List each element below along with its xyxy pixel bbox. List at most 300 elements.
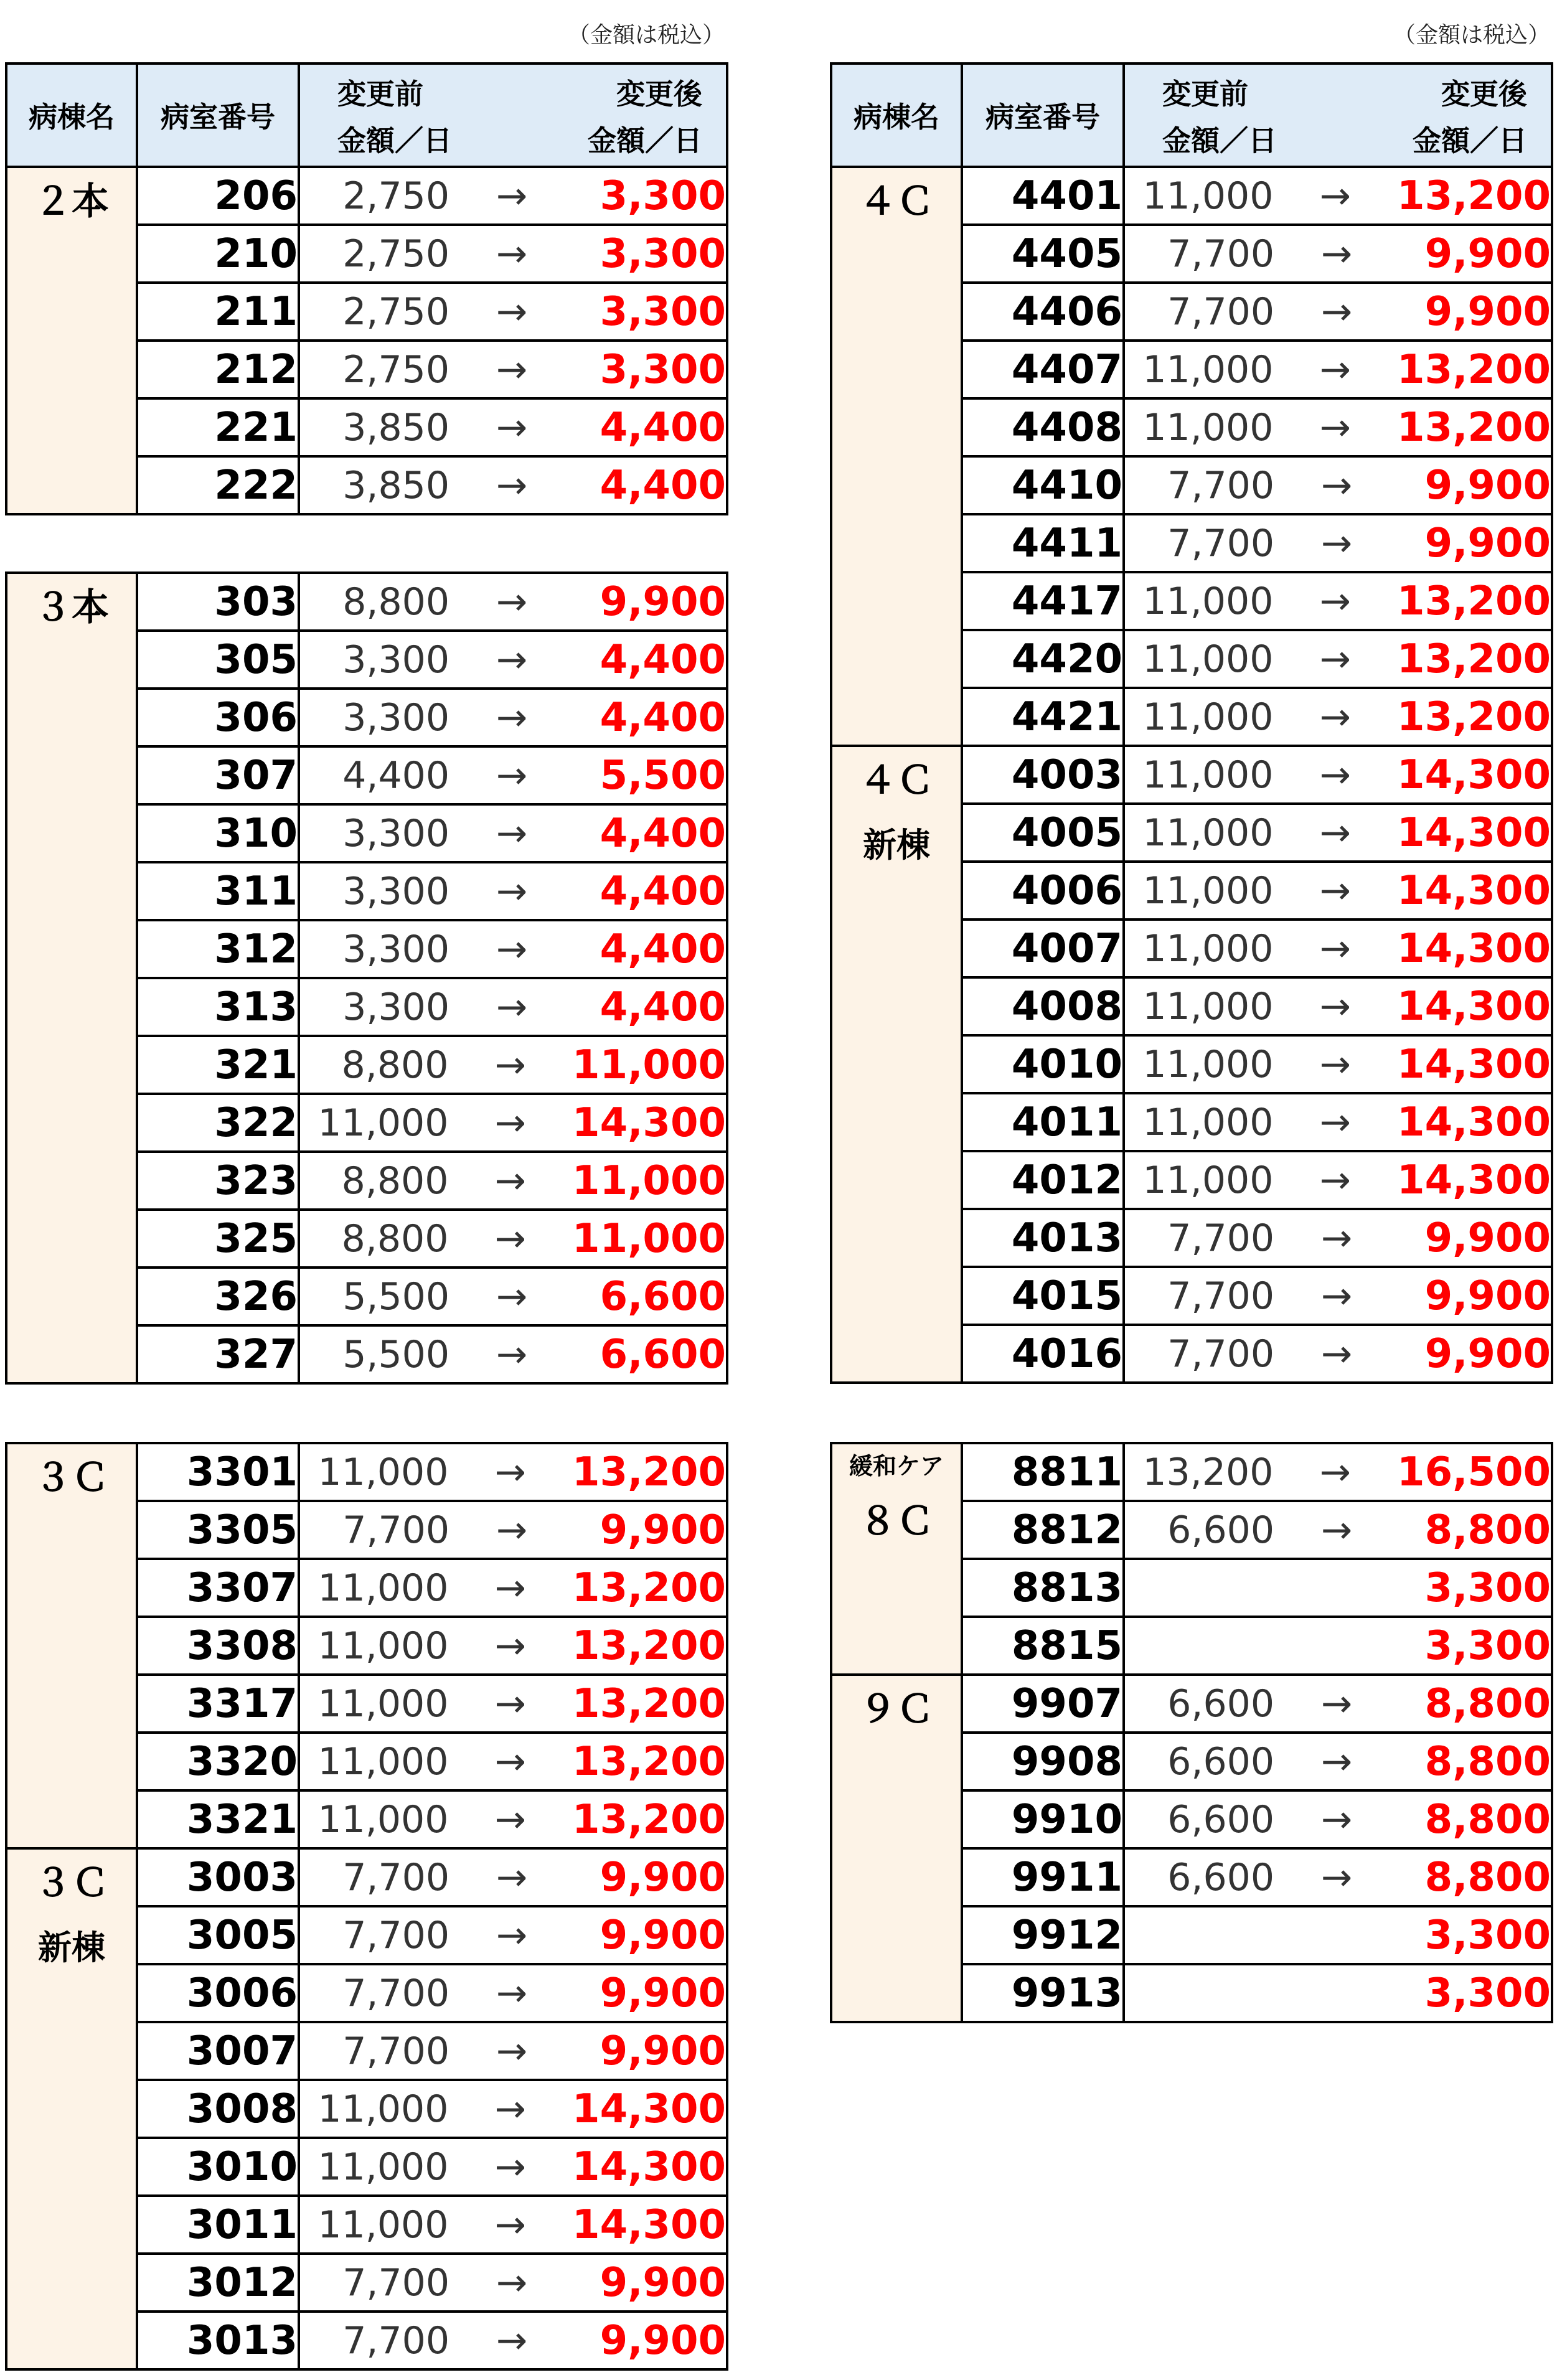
arrow-icon: → bbox=[1319, 1100, 1351, 1144]
room-number: 211 bbox=[137, 283, 299, 341]
room-number: 306 bbox=[137, 689, 299, 746]
price-cell bbox=[299, 456, 727, 514]
arrow-icon: → bbox=[1320, 1739, 1353, 1784]
price-cell bbox=[299, 978, 727, 1036]
price-after: 14,300 bbox=[1397, 809, 1551, 856]
table-row bbox=[831, 167, 1552, 225]
room-number: 327 bbox=[137, 1325, 299, 1383]
price-cell bbox=[299, 1210, 727, 1268]
price-after: 9,900 bbox=[1424, 520, 1551, 567]
price-after: 9,900 bbox=[600, 2259, 726, 2306]
price-cell bbox=[299, 1325, 727, 1383]
price-after: 16,500 bbox=[1397, 1449, 1551, 1495]
arrow-icon: → bbox=[1320, 1274, 1353, 1318]
price-cell bbox=[299, 2138, 727, 2196]
price-after: 3,300 bbox=[1424, 1912, 1551, 1959]
arrow-icon: → bbox=[494, 1101, 526, 1145]
price-cell bbox=[1124, 514, 1552, 572]
room-number: 312 bbox=[137, 920, 299, 978]
arrow-icon: → bbox=[1320, 1216, 1353, 1260]
price-cell bbox=[299, 2022, 727, 2080]
price-before: 11,000 bbox=[1142, 868, 1274, 913]
price-table-4c bbox=[830, 62, 1553, 1384]
arrow-icon: → bbox=[494, 1159, 526, 1203]
arrow-icon: → bbox=[1319, 984, 1351, 1028]
price-cell bbox=[299, 1790, 727, 1848]
price-before: 6,600 bbox=[1167, 1797, 1274, 1841]
price-after: 9,900 bbox=[600, 1854, 726, 1901]
table-row bbox=[831, 1443, 1552, 1501]
room-number: 4016 bbox=[962, 1325, 1124, 1383]
price-after: 8,800 bbox=[1424, 1680, 1551, 1727]
price-cell bbox=[1124, 1267, 1552, 1325]
room-number: 4417 bbox=[962, 572, 1124, 630]
price-before: 11,000 bbox=[318, 1566, 449, 1610]
room-number: 4006 bbox=[962, 862, 1124, 920]
room-number: 307 bbox=[137, 746, 299, 804]
arrow-icon: → bbox=[494, 2087, 526, 2131]
price-cell bbox=[299, 398, 727, 456]
price-after: 11,000 bbox=[572, 1157, 726, 1204]
arrow-icon: → bbox=[496, 289, 528, 334]
price-before: 11,000 bbox=[1142, 405, 1274, 449]
price-before: 3,300 bbox=[342, 927, 449, 971]
price-after: 13,200 bbox=[572, 1680, 726, 1727]
room-number: 3010 bbox=[137, 2138, 299, 2196]
arrow-icon: → bbox=[494, 1682, 526, 1726]
arrow-icon: → bbox=[496, 811, 528, 855]
price-cell bbox=[299, 2254, 727, 2312]
price-after: 4,400 bbox=[600, 810, 726, 857]
price-before: 11,000 bbox=[318, 1797, 449, 1841]
price-cell bbox=[1124, 1151, 1552, 1209]
price-cell bbox=[299, 1559, 727, 1617]
arrow-icon: → bbox=[1320, 1855, 1353, 1899]
price-after: 14,300 bbox=[572, 1099, 726, 1146]
arrow-icon: → bbox=[496, 463, 528, 507]
header-after-unit: 金額／日 bbox=[1413, 123, 1527, 158]
header-after-unit: 金額／日 bbox=[588, 123, 702, 158]
ward-name: ４Ｃ bbox=[859, 759, 934, 802]
arrow-icon: → bbox=[494, 1797, 526, 1841]
room-number: 3005 bbox=[137, 1906, 299, 1964]
room-number: 8815 bbox=[962, 1617, 1124, 1675]
header-ward: 病棟名 bbox=[831, 63, 962, 167]
price-after: 13,200 bbox=[1397, 346, 1551, 393]
price-before: 6,600 bbox=[1167, 1508, 1274, 1552]
arrow-icon: → bbox=[494, 2145, 526, 2189]
arrow-icon: → bbox=[1319, 405, 1351, 449]
table-row bbox=[831, 746, 1552, 804]
price-after: 9,900 bbox=[600, 578, 726, 625]
room-number: 313 bbox=[137, 978, 299, 1036]
price-after: 14,300 bbox=[1397, 983, 1551, 1030]
header-before-label: 変更前 bbox=[1162, 77, 1248, 111]
arrow-icon: → bbox=[494, 1566, 526, 1610]
room-number: 4401 bbox=[962, 167, 1124, 225]
price-before: 7,700 bbox=[342, 2318, 449, 2363]
price-before: 3,300 bbox=[342, 985, 449, 1029]
arrow-icon: → bbox=[496, 637, 528, 682]
price-before: 11,000 bbox=[318, 1624, 449, 1668]
price-cell bbox=[1124, 1675, 1552, 1733]
ward-name-cell bbox=[831, 746, 962, 1383]
arrow-icon: → bbox=[496, 1332, 528, 1376]
arrow-icon: → bbox=[1319, 926, 1351, 971]
price-before: 7,700 bbox=[1167, 289, 1274, 334]
ward-name-cell bbox=[831, 1675, 962, 2022]
room-number: 3305 bbox=[137, 1501, 299, 1559]
arrow-icon: → bbox=[496, 2318, 528, 2363]
room-number: 9908 bbox=[962, 1733, 1124, 1790]
price-after: 14,300 bbox=[1397, 1099, 1551, 1145]
room-number: 3003 bbox=[137, 1848, 299, 1906]
price-before: 11,000 bbox=[318, 1739, 449, 1784]
price-after: 4,400 bbox=[600, 984, 726, 1030]
arrow-icon: → bbox=[494, 1216, 526, 1261]
ward-sub: 新棟 bbox=[38, 1928, 105, 1967]
tax-note-right: （金額は税込） bbox=[1393, 22, 1551, 48]
price-after: 13,200 bbox=[1397, 172, 1551, 219]
price-before: 7,700 bbox=[1167, 232, 1274, 276]
price-before: 6,600 bbox=[1167, 1739, 1274, 1784]
price-after: 9,900 bbox=[1424, 230, 1551, 277]
price-after: 13,200 bbox=[572, 1738, 726, 1785]
room-number: 310 bbox=[137, 804, 299, 862]
room-number: 3320 bbox=[137, 1733, 299, 1790]
room-number: 305 bbox=[137, 631, 299, 689]
arrow-icon: → bbox=[496, 985, 528, 1029]
room-number: 4410 bbox=[962, 456, 1124, 514]
ward-name: ９Ｃ bbox=[859, 1688, 934, 1731]
price-before: 7,700 bbox=[342, 1855, 449, 1899]
price-cell bbox=[1124, 1035, 1552, 1093]
price-before: 7,700 bbox=[1167, 1216, 1274, 1260]
price-before: 6,600 bbox=[1167, 1855, 1274, 1899]
table-row bbox=[6, 1848, 727, 1906]
price-after: 3,300 bbox=[1424, 1970, 1551, 2016]
price-after: 6,600 bbox=[600, 1331, 726, 1378]
ward-name-cell bbox=[6, 1848, 137, 2369]
price-after: 9,900 bbox=[600, 2317, 726, 2364]
header-amount bbox=[299, 63, 727, 167]
price-before: 11,000 bbox=[1142, 695, 1274, 739]
room-number: 4408 bbox=[962, 398, 1124, 456]
table-row bbox=[6, 167, 727, 225]
arrow-icon: → bbox=[496, 347, 528, 392]
price-cell bbox=[299, 1848, 727, 1906]
price-cell bbox=[299, 1675, 727, 1733]
ward-name: ３Ｃ bbox=[34, 1456, 109, 1500]
ward-sub: 新棟 bbox=[863, 825, 930, 865]
price-after: 11,000 bbox=[572, 1042, 726, 1088]
price-cell bbox=[299, 2312, 727, 2369]
price-before: 8,800 bbox=[341, 1159, 449, 1203]
price-after: 14,300 bbox=[572, 2086, 726, 2132]
price-cell bbox=[299, 631, 727, 689]
room-number: 325 bbox=[137, 1210, 299, 1268]
price-after: 9,900 bbox=[1424, 1272, 1551, 1319]
price-after: 4,400 bbox=[600, 694, 726, 741]
price-cell bbox=[1124, 1848, 1552, 1906]
ward-name-cell bbox=[6, 573, 137, 1383]
price-cell bbox=[299, 804, 727, 862]
room-number: 303 bbox=[137, 573, 299, 631]
ward-name-cell bbox=[831, 1443, 962, 1675]
price-cell bbox=[1124, 398, 1552, 456]
price-before: 4,400 bbox=[342, 753, 449, 797]
arrow-icon: → bbox=[1320, 232, 1353, 276]
price-after: 14,300 bbox=[572, 2201, 726, 2248]
price-cell bbox=[1124, 630, 1552, 688]
arrow-icon: → bbox=[496, 1855, 528, 1899]
room-number: 212 bbox=[137, 341, 299, 398]
room-number: 4008 bbox=[962, 977, 1124, 1035]
price-cell bbox=[1124, 1733, 1552, 1790]
price-before: 11,000 bbox=[1142, 926, 1274, 971]
price-cell bbox=[299, 1964, 727, 2022]
price-after: 4,400 bbox=[600, 636, 726, 683]
price-after: 4,400 bbox=[600, 868, 726, 915]
price-before: 3,300 bbox=[342, 695, 449, 740]
price-after: 8,800 bbox=[1424, 1738, 1551, 1785]
price-after: 14,300 bbox=[1397, 751, 1551, 798]
arrow-icon: → bbox=[1320, 1797, 1353, 1841]
room-number: 210 bbox=[137, 225, 299, 283]
table-row bbox=[831, 1675, 1552, 1733]
room-number: 3321 bbox=[137, 1790, 299, 1848]
price-cell bbox=[1124, 1209, 1552, 1267]
arrow-icon: → bbox=[1320, 1508, 1353, 1552]
ward-name: ３Ｃ bbox=[34, 1861, 109, 1905]
price-before: 3,850 bbox=[342, 463, 449, 507]
ward-name-cell bbox=[6, 1443, 137, 1848]
room-number: 322 bbox=[137, 1094, 299, 1152]
room-number: 4011 bbox=[962, 1093, 1124, 1151]
room-number: 8811 bbox=[962, 1443, 1124, 1501]
arrow-icon: → bbox=[496, 2029, 528, 2073]
price-cell bbox=[1124, 688, 1552, 746]
price-before: 11,000 bbox=[1142, 637, 1274, 681]
room-number: 3317 bbox=[137, 1675, 299, 1733]
price-cell bbox=[1124, 746, 1552, 804]
room-number: 222 bbox=[137, 456, 299, 514]
price-before: 2,750 bbox=[342, 232, 449, 276]
arrow-icon: → bbox=[494, 1450, 526, 1494]
room-number: 4407 bbox=[962, 341, 1124, 398]
room-number: 3307 bbox=[137, 1559, 299, 1617]
price-before: 11,000 bbox=[318, 1450, 449, 1494]
header-ward: 病棟名 bbox=[6, 63, 137, 167]
price-cell bbox=[299, 2080, 727, 2138]
price-before: 8,800 bbox=[341, 1043, 449, 1087]
price-cell bbox=[1124, 456, 1552, 514]
price-after: 9,900 bbox=[600, 1912, 726, 1959]
price-cell bbox=[1124, 1617, 1552, 1675]
ward-name: ４Ｃ bbox=[859, 180, 934, 223]
header-before-label: 変更前 bbox=[337, 77, 423, 111]
arrow-icon: → bbox=[1319, 637, 1351, 681]
price-before: 3,850 bbox=[342, 405, 449, 449]
room-number: 9912 bbox=[962, 1906, 1124, 1964]
price-after: 3,300 bbox=[1424, 1622, 1551, 1669]
price-after: 14,300 bbox=[1397, 1157, 1551, 1203]
price-cell bbox=[299, 746, 727, 804]
price-table-8c-9c bbox=[830, 1442, 1553, 2023]
arrow-icon: → bbox=[496, 1274, 528, 1319]
price-after: 3,300 bbox=[600, 230, 726, 277]
arrow-icon: → bbox=[496, 927, 528, 971]
room-number: 9907 bbox=[962, 1675, 1124, 1733]
price-after: 8,800 bbox=[1424, 1507, 1551, 1553]
price-before: 11,000 bbox=[1142, 347, 1274, 392]
price-cell bbox=[1124, 572, 1552, 630]
price-before: 3,300 bbox=[342, 811, 449, 855]
price-cell bbox=[1124, 1501, 1552, 1559]
price-cell bbox=[299, 862, 727, 920]
price-before: 7,700 bbox=[342, 2029, 449, 2073]
price-cell bbox=[1124, 977, 1552, 1035]
price-before: 11,000 bbox=[1142, 753, 1274, 797]
price-cell bbox=[1124, 1093, 1552, 1151]
price-after: 4,400 bbox=[600, 404, 726, 451]
room-number: 323 bbox=[137, 1152, 299, 1210]
price-after: 14,300 bbox=[1397, 925, 1551, 972]
room-number: 3301 bbox=[137, 1443, 299, 1501]
price-before: 3,300 bbox=[342, 637, 449, 682]
price-cell bbox=[1124, 225, 1552, 283]
price-after: 8,800 bbox=[1424, 1796, 1551, 1843]
header-after-label: 変更後 bbox=[1441, 77, 1527, 111]
price-before: 5,500 bbox=[342, 1332, 449, 1376]
price-after: 13,200 bbox=[1397, 636, 1551, 682]
header-amount bbox=[1124, 63, 1552, 167]
room-number: 3006 bbox=[137, 1964, 299, 2022]
price-before: 11,000 bbox=[1142, 1042, 1274, 1086]
price-cell bbox=[299, 689, 727, 746]
room-number: 3007 bbox=[137, 2022, 299, 2080]
price-after: 9,900 bbox=[600, 1507, 726, 1553]
price-cell bbox=[1124, 1559, 1552, 1617]
price-after: 13,200 bbox=[1397, 404, 1551, 451]
room-number: 4012 bbox=[962, 1151, 1124, 1209]
price-before: 11,000 bbox=[1142, 579, 1274, 623]
price-before: 5,500 bbox=[342, 1274, 449, 1319]
price-before: 2,750 bbox=[342, 289, 449, 334]
price-after: 3,300 bbox=[600, 346, 726, 393]
price-cell bbox=[1124, 167, 1552, 225]
room-number: 4421 bbox=[962, 688, 1124, 746]
price-after: 11,000 bbox=[572, 1215, 726, 1262]
ward-name: ２本 bbox=[34, 180, 109, 223]
price-before: 11,000 bbox=[1142, 1158, 1274, 1202]
price-before: 7,700 bbox=[342, 1913, 449, 1957]
arrow-icon: → bbox=[494, 1739, 526, 1784]
price-cell bbox=[299, 167, 727, 225]
price-before: 11,000 bbox=[318, 2087, 449, 2131]
price-before: 8,800 bbox=[342, 580, 449, 624]
price-after: 13,200 bbox=[572, 1449, 726, 1495]
arrow-icon: → bbox=[496, 232, 528, 276]
room-number: 9911 bbox=[962, 1848, 1124, 1906]
price-before: 7,700 bbox=[342, 1508, 449, 1552]
price-before: 7,700 bbox=[342, 2260, 449, 2305]
arrow-icon: → bbox=[1319, 695, 1351, 739]
price-cell bbox=[299, 1036, 727, 1094]
arrow-icon: → bbox=[1319, 811, 1351, 855]
price-cell bbox=[1124, 804, 1552, 862]
price-after: 14,300 bbox=[1397, 1041, 1551, 1088]
arrow-icon: → bbox=[494, 1043, 526, 1087]
price-before: 2,750 bbox=[342, 347, 449, 392]
price-after: 3,300 bbox=[600, 172, 726, 219]
price-after: 9,900 bbox=[1424, 462, 1551, 509]
room-number: 4013 bbox=[962, 1209, 1124, 1267]
price-cell bbox=[299, 1501, 727, 1559]
price-cell bbox=[299, 1443, 727, 1501]
price-after: 13,200 bbox=[1397, 578, 1551, 624]
price-cell bbox=[299, 920, 727, 978]
room-number: 9913 bbox=[962, 1964, 1124, 2022]
room-number: 3011 bbox=[137, 2196, 299, 2254]
price-after: 13,200 bbox=[572, 1796, 726, 1843]
room-number: 311 bbox=[137, 862, 299, 920]
room-number: 4411 bbox=[962, 514, 1124, 572]
price-cell bbox=[299, 1617, 727, 1675]
price-after: 9,900 bbox=[600, 1970, 726, 2016]
header-before-unit: 金額／日 bbox=[337, 123, 452, 158]
price-before: 8,800 bbox=[341, 1216, 449, 1261]
arrow-icon: → bbox=[494, 2203, 526, 2247]
arrow-icon: → bbox=[1320, 289, 1353, 334]
price-cell bbox=[299, 2196, 727, 2254]
arrow-icon: → bbox=[1319, 868, 1351, 913]
arrow-icon: → bbox=[496, 695, 528, 740]
price-after: 4,400 bbox=[600, 926, 726, 972]
arrow-icon: → bbox=[496, 174, 528, 218]
price-before: 6,600 bbox=[1167, 1682, 1274, 1726]
room-number: 4406 bbox=[962, 283, 1124, 341]
price-after: 5,500 bbox=[600, 752, 726, 799]
header-after-label: 変更後 bbox=[616, 77, 702, 111]
price-before: 7,700 bbox=[1167, 1274, 1274, 1318]
price-after: 13,200 bbox=[572, 1564, 726, 1611]
arrow-icon: → bbox=[1320, 1682, 1353, 1726]
price-before: 11,000 bbox=[1142, 1100, 1274, 1144]
price-after: 9,900 bbox=[600, 2028, 726, 2074]
price-cell bbox=[1124, 1906, 1552, 1964]
room-number: 221 bbox=[137, 398, 299, 456]
price-table-3c bbox=[5, 1442, 728, 2371]
price-cell bbox=[299, 1152, 727, 1210]
room-number: 8813 bbox=[962, 1559, 1124, 1617]
price-after: 13,200 bbox=[572, 1622, 726, 1669]
room-number: 4007 bbox=[962, 920, 1124, 977]
room-number: 4405 bbox=[962, 225, 1124, 283]
room-number: 3308 bbox=[137, 1617, 299, 1675]
header-before-unit: 金額／日 bbox=[1162, 123, 1277, 158]
price-table-3hon bbox=[5, 571, 728, 1385]
price-before: 11,000 bbox=[1142, 174, 1274, 218]
price-before: 11,000 bbox=[1142, 984, 1274, 1028]
arrow-icon: → bbox=[1319, 1450, 1351, 1494]
price-cell bbox=[299, 341, 727, 398]
room-number: 9910 bbox=[962, 1790, 1124, 1848]
arrow-icon: → bbox=[496, 1913, 528, 1957]
arrow-icon: → bbox=[494, 1624, 526, 1668]
arrow-icon: → bbox=[1320, 521, 1353, 565]
price-cell bbox=[299, 1906, 727, 1964]
